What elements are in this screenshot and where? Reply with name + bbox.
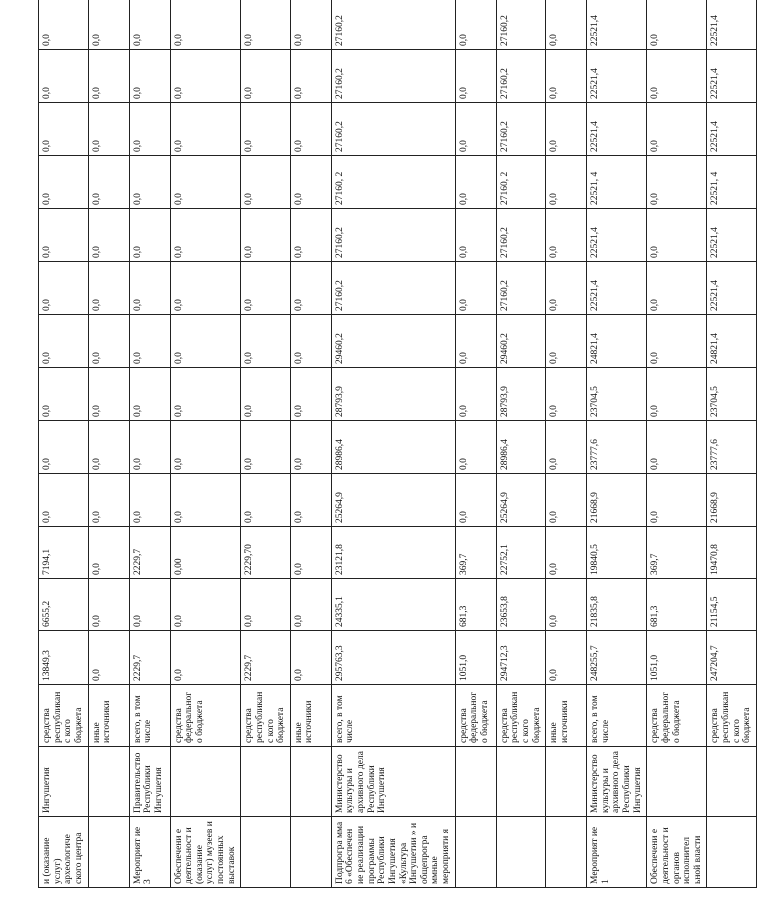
value-cell: 7194,1	[39, 527, 89, 579]
value-cell: 0,0	[241, 50, 291, 103]
value-cell: 0,0	[455, 368, 496, 421]
value-cell: 0,0	[647, 103, 707, 156]
value-cell: 0,0	[546, 0, 587, 50]
value-cell: 0,0	[129, 368, 170, 421]
value-cell: 23777,6	[707, 421, 757, 474]
value-cell: 28986,4	[331, 421, 455, 474]
funding-source-cell: всего, в том числе	[587, 685, 647, 747]
table-row	[290, 0, 331, 888]
table-row	[129, 0, 170, 888]
value-cell: 29460,2	[331, 315, 455, 368]
event-name-cell	[241, 817, 291, 888]
value-cell: 2229,7	[129, 631, 170, 685]
value-cell: 27160,2	[331, 50, 455, 103]
funding-source-cell: средства федерального бюджета	[455, 685, 496, 747]
value-cell: 0,0	[170, 0, 241, 50]
event-name-cell: Мероприят ие 3	[129, 817, 170, 888]
event-name-cell	[707, 817, 757, 888]
value-cell: 27160,2	[331, 209, 455, 262]
value-cell: 0,0	[241, 262, 291, 315]
value-cell: 0,0	[88, 262, 129, 315]
value-cell: 0,0	[39, 103, 89, 156]
value-cell: 0,0	[129, 262, 170, 315]
value-cell: 0,0	[647, 209, 707, 262]
value-cell: 0,0	[241, 103, 291, 156]
value-cell: 27160,2	[496, 103, 546, 156]
value-cell: 0,0	[647, 50, 707, 103]
value-cell: 247204,7	[707, 631, 757, 685]
executor-cell	[647, 747, 707, 817]
event-name-cell: Обеспечени е деятельност и органов исполнител ьной власти	[647, 817, 707, 888]
value-cell: 21154,5	[707, 579, 757, 631]
value-cell: 0,0	[290, 421, 331, 474]
value-cell: 0,0	[241, 0, 291, 50]
funding-source-cell: средства республиканс кого бюджета	[39, 685, 89, 747]
value-cell: 0,0	[290, 0, 331, 50]
value-cell: 22521,4	[587, 209, 647, 262]
value-cell: 22521,4	[587, 50, 647, 103]
budget-table-body	[39, 0, 757, 888]
value-cell: 22521,4	[707, 50, 757, 103]
value-cell: 681,3	[647, 579, 707, 631]
value-cell: 0,0	[129, 209, 170, 262]
funding-source-cell: средства федерального бюджета	[170, 685, 241, 747]
value-cell: 0,0	[290, 50, 331, 103]
table-row	[88, 0, 129, 888]
value-cell: 0,0	[170, 474, 241, 527]
value-cell: 0,0	[170, 368, 241, 421]
value-cell: 25264,9	[331, 474, 455, 527]
value-cell: 22521,4	[707, 103, 757, 156]
value-cell: 0,0	[129, 50, 170, 103]
value-cell: 0,0	[39, 262, 89, 315]
value-cell: 24821,4	[707, 315, 757, 368]
value-cell: 0,0	[88, 368, 129, 421]
value-cell: 0,0	[290, 579, 331, 631]
value-cell: 0,0	[170, 262, 241, 315]
value-cell: 0,0	[129, 103, 170, 156]
value-cell: 0,0	[455, 474, 496, 527]
value-cell: 21668,9	[587, 474, 647, 527]
value-cell: 0,0	[647, 368, 707, 421]
value-cell: 0,0	[647, 262, 707, 315]
value-cell: 21835,8	[587, 579, 647, 631]
value-cell: 0,0	[290, 103, 331, 156]
value-cell: 0,0	[546, 421, 587, 474]
value-cell: 23121,8	[331, 527, 455, 579]
value-cell: 0,0	[39, 209, 89, 262]
value-cell: 369,7	[455, 527, 496, 579]
value-cell: 22521,4	[707, 0, 757, 50]
value-cell: 22521,4	[587, 0, 647, 50]
event-name-cell	[455, 817, 496, 888]
value-cell: 0,0	[455, 103, 496, 156]
value-cell: 27160,2	[496, 209, 546, 262]
table-row	[331, 0, 455, 888]
event-name-cell	[546, 817, 587, 888]
value-cell: 0,0	[290, 262, 331, 315]
value-cell: 0,0	[455, 315, 496, 368]
value-cell: 0,0	[170, 103, 241, 156]
value-cell: 0,00	[170, 527, 241, 579]
value-cell: 27160,2	[331, 103, 455, 156]
value-cell: 0,0	[290, 156, 331, 209]
value-cell: 0,0	[546, 209, 587, 262]
value-cell: 27160,2	[331, 262, 455, 315]
value-cell: 0,0	[39, 315, 89, 368]
value-cell: 0,0	[455, 209, 496, 262]
value-cell: 24335,1	[331, 579, 455, 631]
value-cell: 22521,4	[587, 103, 647, 156]
value-cell: 0,0	[290, 209, 331, 262]
value-cell: 21668,9	[707, 474, 757, 527]
event-name-cell: Обеспечени е деятельност и (оказание услуг) музеев и постоянных выставок	[170, 817, 241, 888]
value-cell: 27160,2	[496, 262, 546, 315]
executor-cell	[496, 747, 546, 817]
value-cell: 0,0	[290, 631, 331, 685]
value-cell: 23777,6	[587, 421, 647, 474]
value-cell: 0,0	[129, 315, 170, 368]
funding-source-cell: иные источники	[88, 685, 129, 747]
value-cell: 24821,4	[587, 315, 647, 368]
table-row	[546, 0, 587, 888]
value-cell: 0,0	[88, 315, 129, 368]
value-cell: 22521,4	[707, 262, 757, 315]
value-cell: 0,0	[647, 156, 707, 209]
value-cell: 0,0	[290, 315, 331, 368]
value-cell: 2229,70	[241, 527, 291, 579]
value-cell: 28793,9	[496, 368, 546, 421]
executor-cell: Ингушетия	[39, 747, 89, 817]
table-row	[39, 0, 89, 888]
funding-source-cell: всего, в том числе	[129, 685, 170, 747]
funding-source-cell: средства федерального бюджета	[647, 685, 707, 747]
value-cell: 0,0	[546, 631, 587, 685]
value-cell: 0,0	[39, 50, 89, 103]
value-cell: 0,0	[39, 156, 89, 209]
value-cell: 0,0	[647, 0, 707, 50]
value-cell: 0,0	[39, 0, 89, 50]
value-cell: 0,0	[88, 631, 129, 685]
executor-cell	[170, 747, 241, 817]
value-cell: 2229,7	[129, 527, 170, 579]
value-cell: 0,0	[546, 262, 587, 315]
value-cell: 0,0	[88, 474, 129, 527]
funding-source-cell: средства республиканс кого бюджета	[496, 685, 546, 747]
value-cell: 0,0	[170, 209, 241, 262]
value-cell: 0,0	[88, 527, 129, 579]
value-cell: 0,0	[546, 103, 587, 156]
event-name-cell: Подпрогра мма 6 «Обеспечен ие реализации программы Республики Ингушетия «Культура Ингушетии » и общепрогра ммные мероприяти я	[331, 817, 455, 888]
value-cell: 0,0	[39, 368, 89, 421]
executor-cell	[707, 747, 757, 817]
value-cell: 681,3	[455, 579, 496, 631]
value-cell: 0,0	[546, 50, 587, 103]
value-cell: 0,0	[170, 156, 241, 209]
value-cell: 369,7	[647, 527, 707, 579]
value-cell: 0,0	[129, 0, 170, 50]
executor-cell: Министерство культуры и архивного дела Республики Ингушетия	[587, 747, 647, 817]
value-cell: 0,0	[88, 103, 129, 156]
value-cell: 0,0	[170, 50, 241, 103]
event-name-cell: и (оказание услуг) археологиче ского центра	[39, 817, 89, 888]
value-cell: 29460,2	[496, 315, 546, 368]
executor-cell	[88, 747, 129, 817]
value-cell: 0,0	[546, 156, 587, 209]
value-cell: 0,0	[241, 368, 291, 421]
value-cell: 0,0	[290, 527, 331, 579]
value-cell: 0,0	[241, 156, 291, 209]
value-cell: 22521,4	[587, 262, 647, 315]
value-cell: 0,0	[88, 50, 129, 103]
value-cell: 27160,2	[496, 50, 546, 103]
value-cell: 0,0	[88, 156, 129, 209]
value-cell: 0,0	[170, 421, 241, 474]
value-cell: 0,0	[39, 421, 89, 474]
table-row	[455, 0, 496, 888]
value-cell: 0,0	[455, 262, 496, 315]
event-name-cell	[88, 817, 129, 888]
value-cell: 1051,0	[647, 631, 707, 685]
value-cell: 23704,5	[707, 368, 757, 421]
value-cell: 19470,8	[707, 527, 757, 579]
table-row	[647, 0, 707, 888]
table-row	[707, 0, 757, 888]
value-cell: 248255,7	[587, 631, 647, 685]
value-cell: 0,0	[455, 156, 496, 209]
funding-source-cell: иные источники	[290, 685, 331, 747]
value-cell: 0,0	[170, 631, 241, 685]
value-cell: 0,0	[546, 368, 587, 421]
value-cell: 0,0	[546, 579, 587, 631]
table-row	[241, 0, 291, 888]
value-cell: 0,0	[241, 421, 291, 474]
event-name-cell: Мероприят ие 1	[587, 817, 647, 888]
executor-cell	[546, 747, 587, 817]
value-cell: 6655,2	[39, 579, 89, 631]
event-name-cell	[290, 817, 331, 888]
funding-source-cell: иные источники	[546, 685, 587, 747]
value-cell: 27160,2	[331, 0, 455, 50]
value-cell: 0,0	[170, 315, 241, 368]
funding-source-cell: средства республиканс кого бюджета	[707, 685, 757, 747]
executor-cell: Правительство Республики Ингушетия	[129, 747, 170, 817]
value-cell: 22521,4	[707, 209, 757, 262]
value-cell: 1051,0	[455, 631, 496, 685]
value-cell: 0,0	[88, 209, 129, 262]
value-cell: 0,0	[241, 579, 291, 631]
executor-cell	[241, 747, 291, 817]
value-cell: 0,0	[129, 579, 170, 631]
value-cell: 0,0	[290, 368, 331, 421]
value-cell: 28793,9	[331, 368, 455, 421]
value-cell: 23704,5	[587, 368, 647, 421]
executor-cell	[290, 747, 331, 817]
value-cell: 0,0	[88, 0, 129, 50]
value-cell: 0,0	[455, 421, 496, 474]
value-cell: 28986,4	[496, 421, 546, 474]
value-cell: 0,0	[455, 0, 496, 50]
value-cell: 27160, 2	[331, 156, 455, 209]
value-cell: 0,0	[241, 209, 291, 262]
value-cell: 0,0	[546, 527, 587, 579]
value-cell: 0,0	[546, 474, 587, 527]
value-cell: 0,0	[39, 474, 89, 527]
value-cell: 0,0	[88, 421, 129, 474]
value-cell: 0,0	[170, 579, 241, 631]
funding-source-cell: средства республиканс кого бюджета	[241, 685, 291, 747]
value-cell: 0,0	[241, 474, 291, 527]
executor-cell: Министерство культуры и архивного дела Республики Ингушетия	[331, 747, 455, 817]
table-row	[170, 0, 241, 888]
value-cell: 22521, 4	[707, 156, 757, 209]
event-name-cell	[496, 817, 546, 888]
rotated-table-container	[38, 15, 753, 888]
executor-cell	[455, 747, 496, 817]
value-cell: 0,0	[546, 315, 587, 368]
value-cell: 27160,2	[496, 0, 546, 50]
value-cell: 22521, 4	[587, 156, 647, 209]
value-cell: 25264,9	[496, 474, 546, 527]
value-cell: 2229,7	[241, 631, 291, 685]
value-cell: 0,0	[129, 421, 170, 474]
value-cell: 295763,3	[331, 631, 455, 685]
value-cell: 13849,3	[39, 631, 89, 685]
value-cell: 0,0	[241, 315, 291, 368]
value-cell: 22752,1	[496, 527, 546, 579]
table-row	[496, 0, 546, 888]
budget-table	[38, 0, 757, 888]
value-cell: 0,0	[290, 474, 331, 527]
value-cell: 19840,5	[587, 527, 647, 579]
value-cell: 0,0	[647, 315, 707, 368]
value-cell: 27160, 2	[496, 156, 546, 209]
table-row	[587, 0, 647, 888]
value-cell: 0,0	[129, 474, 170, 527]
value-cell: 294712,3	[496, 631, 546, 685]
value-cell: 23653,8	[496, 579, 546, 631]
value-cell: 0,0	[129, 156, 170, 209]
value-cell: 0,0	[455, 50, 496, 103]
value-cell: 0,0	[647, 421, 707, 474]
value-cell: 0,0	[647, 474, 707, 527]
funding-source-cell: всего, в том числе	[331, 685, 455, 747]
value-cell: 0,0	[88, 579, 129, 631]
